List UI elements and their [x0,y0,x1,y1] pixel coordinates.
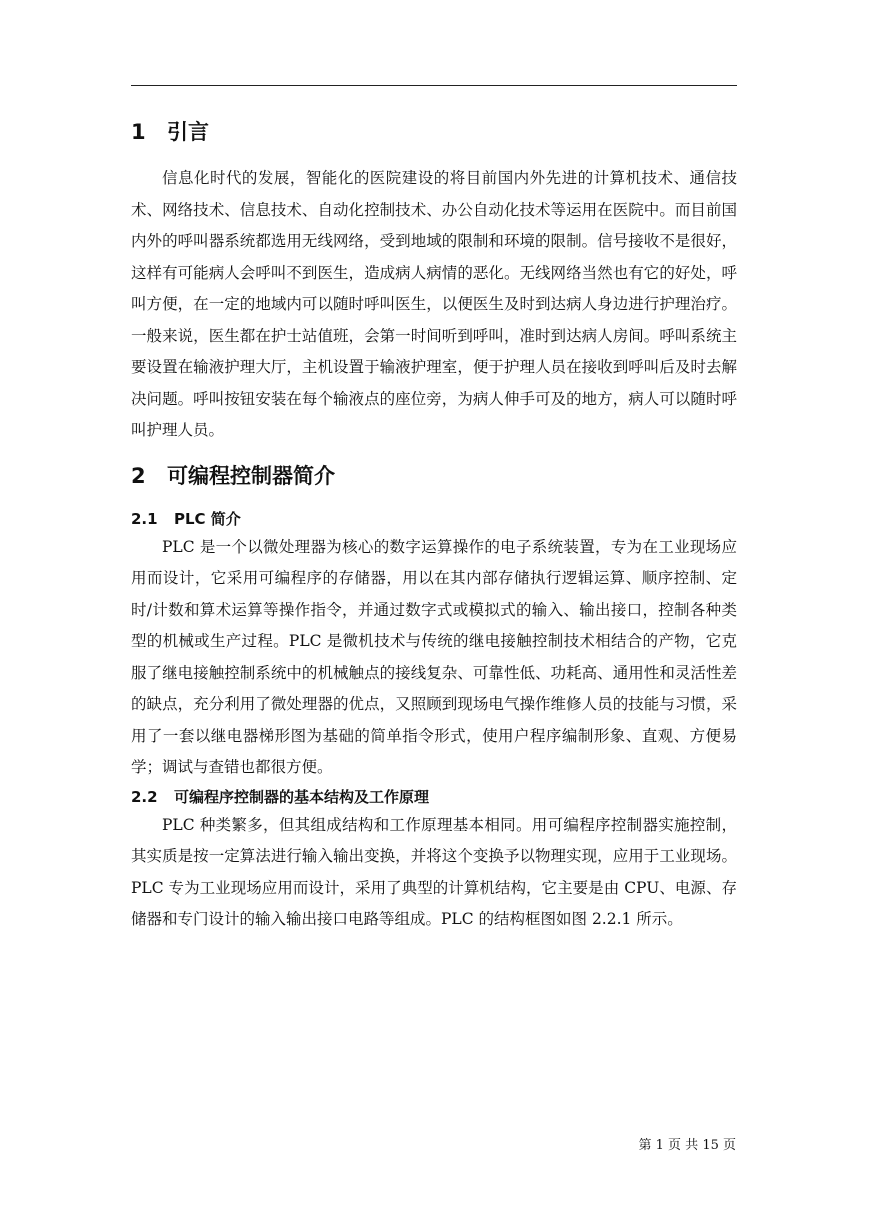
section-heading-plc-overview [131,462,737,490]
page-number-footer: 第 1 页 共 15 页 [638,1138,736,1153]
plc-structure-paragraph: PLC 种类繁多，但其组成结构和工作原理基本相同。用可编程序控制器实施控制，其实质是按一定算法进行输入输出变换，并将这个变换予以物理实现，应用于工业现场。PLC 专为工业现场应用而设计，采用了典型的计算机结构，它主要是由 CPU、电源、存储器和专门设计的输入输出接口电路等组成。PLC 的结构框图如图 2.2.1 所示。 [131,815,737,928]
section-number: 1 [131,120,146,144]
section-title: 引言 [167,120,209,144]
subsection-heading-plc-intro [131,508,737,530]
plc-intro-paragraph: PLC 是一个以微处理器为核心的数字运算操作的电子系统装置，专为在工业现场应用而设计，它采用可编程序的存储器，用以在其内部存储执行逻辑运算、顺序控制、定时/计数和算术运算等操作指令，并通过数字式或模拟式的输入、输出接口，控制各种类型的机械或生产过程。PLC 是微机技术与传统的继电接触控制技术相结合的产物，它克服了继电接触控制系统中的机械触点的接线复杂、可靠性低、功耗高、通用性和灵活性差的缺点，充分利用了微处理器的优点，又照顾到现场电气操作维修人员的技能与习惯，采用了一套以继电器梯形图为基础的简单指令形式，使用户程序编制形象、直观、方便易学；调试与查错也都很方便。 [131,537,737,776]
subsection-number: 2.2 [131,787,158,806]
page-content [131,118,737,936]
header-rule [131,85,737,86]
section-heading-introduction [131,118,737,146]
subsection-number: 2.1 [131,509,158,528]
subsection-heading-plc-structure [131,786,737,808]
section-number: 2 [131,463,146,488]
subsection-title: PLC 简介 [174,509,241,528]
subsection-title: 可编程序控制器的基本结构及工作原理 [174,787,430,806]
section-title: 可编程控制器简介 [167,463,335,488]
introduction-paragraph: 信息化时代的发展，智能化的医院建设的将目前国内外先进的计算机技术、通信技术、网络技术、信息技术、自动化控制技术、办公自动化技术等运用在医院中。而目前国内外的呼叫器系统都选用无线网络，受到地域的限制和环境的限制。信号接收不是很好，这样有可能病人会呼叫不到医生，造成病人病情的恶化。无线网络当然也有它的好处，呼叫方便，在一定的地域内可以随时呼叫医生，以便医生及时到达病人身边进行护理治疗。一般来说，医生都在护士站值班，会第一时间听到呼叫，准时到达病人房间。呼叫系统主要设置在输液护理大厅，主机设置于输液护理室，便于护理人员在接收到呼叫后及时去解决问题。呼叫按钮安装在每个输液点的座位旁，为病人伸手可及的地方，病人可以随时呼叫护理人员。 [131,169,737,439]
